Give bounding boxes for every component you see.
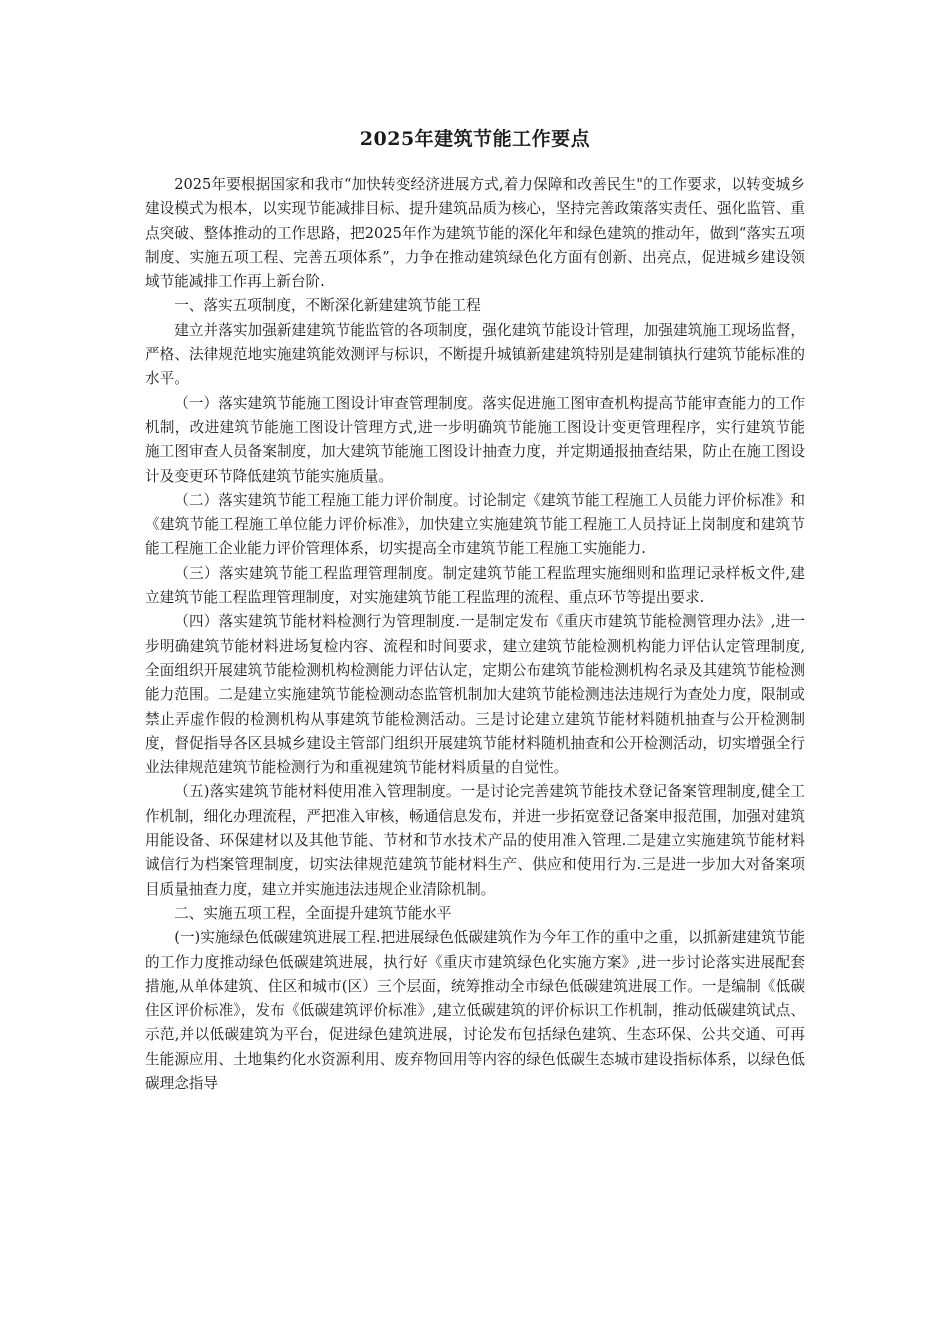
body-paragraph: （二）落实建筑节能工程施工能力评价制度。讨论制定《建筑节能工程施工人员能力评价标准》和《建筑节能工程施工单位能力评价标准》，加快建立实施建筑节能工程施工人员持证上岗制度和建筑节能工程施工企业能力评价管理体系，切实提高全市建筑节能工程施工实施能力. (145, 491, 805, 558)
section-heading: 二、实施五项工程，全面提升建筑节能水平 (174, 904, 452, 922)
document-body (145, 173, 805, 1096)
section-heading: 一、落实五项制度，不断深化新建建筑节能工程 (174, 297, 481, 315)
body-paragraph: 建立并落实加强新建建筑节能监管的各项制度，强化建筑节能设计管理，加强建筑施工现场监督，严格、法律规范地实施建筑能效测评与标识，不断提升城镇新建建筑特别是建制镇执行建筑节能标准的水平。 (145, 321, 805, 388)
intro-paragraph: 2025年要根据国家和我市“加快转变经济进展方式,着力保障和改善民生"的工作要求，以转变城乡建设模式为根本，以实现节能减排目标、提升建筑品质为核心，坚持完善政策落实责任、强化监管、重点突破、整体推动的工作思路，把2025年作为建筑节能的深化年和绿色建筑的推动年，做到“落实五项制度、实施五项工程、完善五项体系”，力争在推动建筑绿色化方面有创新、出亮点，促进城乡建设领域节能减排工作再上新台阶. (145, 176, 805, 291)
body-paragraph: (一)实施绿色低碳建筑进展工程.把进展绿色低碳建筑作为今年工作的重中之重，以抓新建建筑节能的工作力度推动绿色低碳建筑进展，执行好《重庆市建筑绿色化实施方案》,进一步讨论落实进展配套措施,从单体建筑、住区和城市(区）三个层面，统筹推动全市绿色低碳建筑进展工作。一是编制《低碳住区评价标准》，发布《低碳建筑评价标准》,建立低碳建筑的评价标识工作机制，推动低碳建筑试点、示范,并以低碳建筑为平台，促进绿色建筑进展，讨论发布包括绿色建筑、生态环保、公共交通、可再生能源应用、土地集约化水资源利用、废弃物回用等内容的绿色低碳生态城市建设指标体系，以绿色低碳理念指导 (145, 929, 805, 1092)
body-paragraph: （一）落实建筑节能施工图设计审查管理制度。落实促进施工图审查机构提高节能审查能力的工作机制，改进建筑节能施工图设计管理方式,进一步明确筑节能施工图设计变更管理程序，实行建筑节能施工图审查人员备案制度，加大建筑节能施工图设计抽查力度，并定期通报抽查结果，防止在施工图设计及变更环节降低建筑节能实施质量。 (145, 394, 805, 485)
body-paragraph: （五)落实建筑节能材料使用准入管理制度。一是讨论完善建筑节能技术登记备案管理制度,健全工作机制，细化办理流程，严把准入审核，畅通信息发布，并进一步拓宽登记备案申报范围，加强对建筑用能设备、环保建材以及其他节能、节材和节水技术产品的使用准入管理.二是建立实施建筑节能材料诚信行为档案管理制度，切实法律规范建筑节能材料生产、供应和使用行为.三是进一步加大对备案项目质量抽查力度，建立并实施违法违规企业清除机制。 (145, 783, 805, 898)
document-title: 2025年建筑节能工作要点 (359, 128, 591, 150)
body-paragraph: （三）落实建筑节能工程监理管理制度。制定建筑节能工程监理实施细则和监理记录样板文件,建立建筑节能工程监理管理制度，对实施建筑节能工程监理的流程、重点环节等提出要求. (145, 564, 805, 607)
body-paragraph: （四）落实建筑节能材料检测行为管理制度.一是制定发布《重庆市建筑节能检测管理办法》,进一步明确建筑节能材料进场复检内容、流程和时间要求，建立建筑节能检测机构能力评估认定管理制度,全面组织开展建筑节能检测机构检测能力评估认定，定期公布建筑节能检测机构名录及其建筑节能检测能力范围。二是建立实施建筑节能检测动态监管机制加大建筑节能检测违法违规行为查处力度，限制或禁止弄虚作假的检测机构从事建筑节能检测活动。三是讨论建立建筑节能材料随机抽查与公开检测制度，督促指导各区县城乡建设主管部门组织开展建筑节能材料随机抽查和公开检测活动，切实增强全行业法律规范建筑节能检测行为和重视建筑节能材料质量的自觉性。 (145, 613, 805, 777)
